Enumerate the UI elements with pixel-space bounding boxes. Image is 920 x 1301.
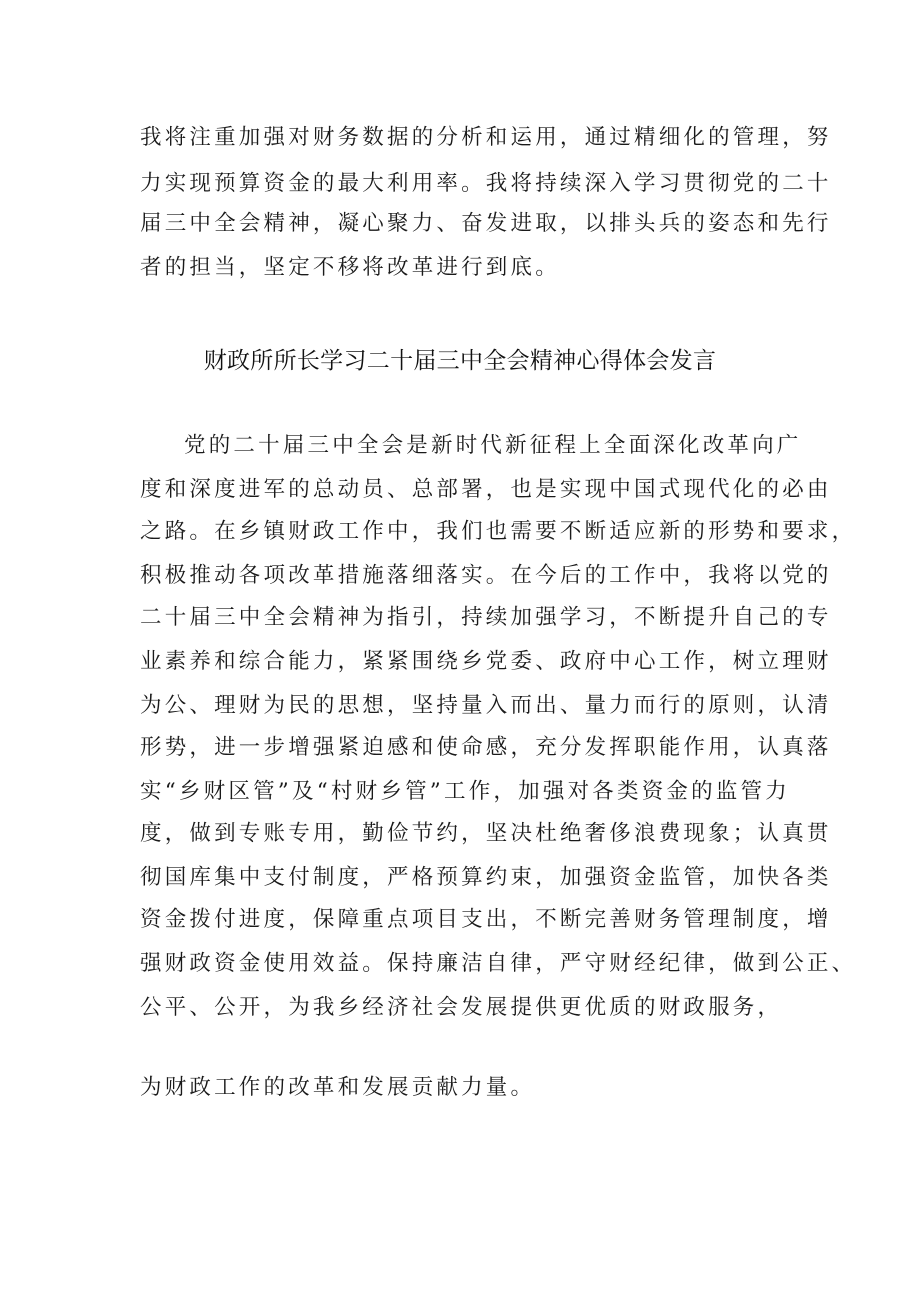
body-line-10: 度，做到专账专用，勤俭节约，坚决杜绝奢侈浪费现象；认真贯 bbox=[140, 821, 832, 846]
intro-line-4: 者的担当，坚定不移将改革进行到底。 bbox=[140, 255, 560, 280]
body-line-4: 积极推动各项改革措施落细落实。在今后的工作中，我将以党的 bbox=[140, 563, 832, 588]
body-line-11: 彻国库集中支付制度，严格预算约束，加强资金监管，加快各类 bbox=[140, 865, 832, 890]
document-title: 财政所所长学习二十届三中全会精神心得体会发言 bbox=[203, 348, 717, 374]
body-line-5: 二十届三中全会精神为指引，持续加强学习，不断提升自己的专 bbox=[140, 605, 832, 630]
body-line-1: 党的二十届三中全会是新时代新征程上全面深化改革向广 bbox=[184, 433, 802, 458]
body-line-6: 业素养和综合能力，紧紧围绕乡党委、政府中心工作，树立理财 bbox=[140, 649, 832, 674]
body-line-14: 公平、公开，为我乡经济社会发展提供更优质的财政服务， bbox=[140, 995, 783, 1020]
body-line-2: 度和深度进军的总动员、总部署，也是实现中国式现代化的必由 bbox=[140, 477, 832, 502]
body-line-13: 强财政资金使用效益。保持廉洁自律，严守财经纪律，做到公正、 bbox=[140, 951, 857, 976]
body-line-9: 实“乡财区管”及“村财乡管”工作，加强对各类资金的监管力 bbox=[140, 779, 790, 804]
intro-line-3: 届三中全会精神，凝心聚力、奋发进取，以排头兵的姿态和先行 bbox=[140, 211, 832, 236]
intro-line-1: 我将注重加强对财务数据的分析和运用，通过精细化的管理，努 bbox=[140, 125, 832, 150]
closing-line: 为财政工作的改革和发展贡献力量。 bbox=[140, 1075, 536, 1100]
body-line-3: 之路。在乡镇财政工作中，我们也需要不断适应新的形势和要求， bbox=[140, 519, 857, 544]
intro-line-2: 力实现预算资金的最大利用率。我将持续深入学习贯彻党的二十 bbox=[140, 171, 832, 196]
body-line-8: 形势，进一步增强紧迫感和使命感，充分发挥职能作用，认真落 bbox=[140, 735, 832, 760]
body-line-12: 资金拨付进度，保障重点项目支出，不断完善财务管理制度，增 bbox=[140, 907, 832, 932]
body-line-7: 为公、理财为民的思想，坚持量入而出、量力而行的原则，认清 bbox=[140, 693, 832, 718]
